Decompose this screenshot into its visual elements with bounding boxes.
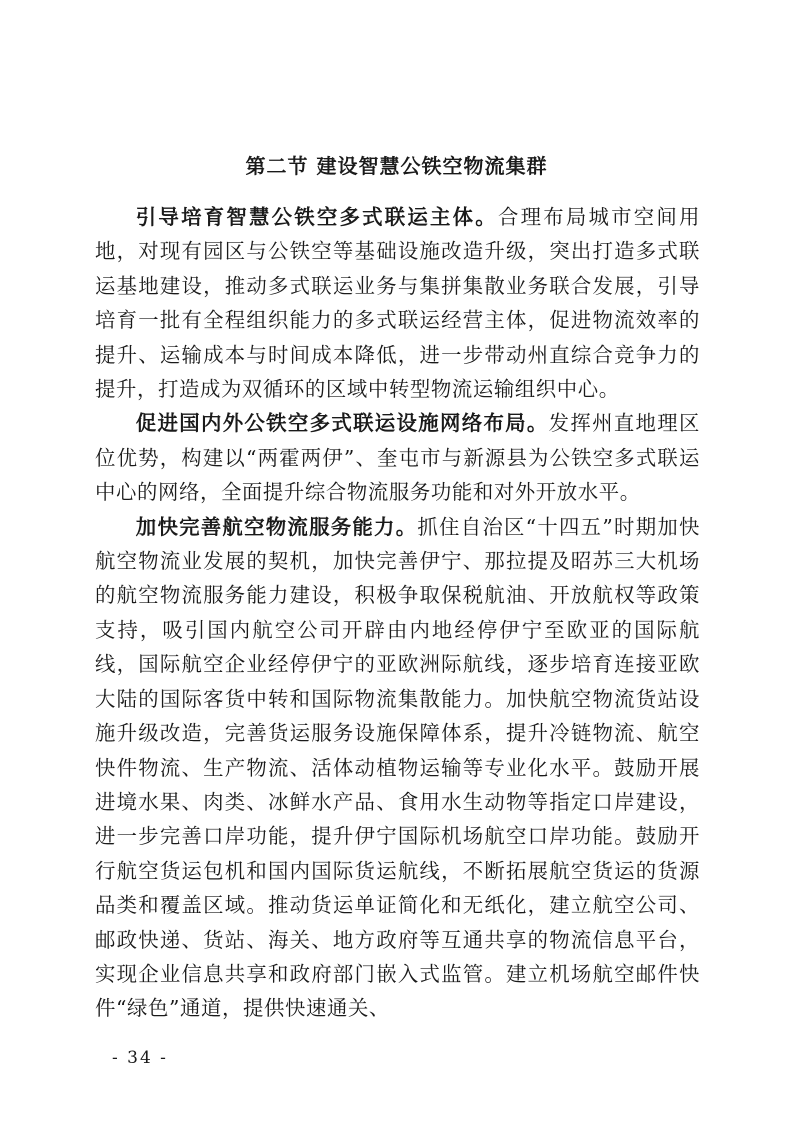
page-number: - 34 - bbox=[112, 1048, 168, 1068]
paragraph-1-text: 合理布局城市空间用地，对现有园区与公铁空等基础设施改造升级，突出打造多式联运基地建设，推动多式联运业务与集拼集散业务联合发展，引导培育一批有全程组织能力的多式联运经营主体，促进物流效率的提升、运输成本与时间成本降低，进一步带动州直综合竞争力的提升，打造成为双循环的区域中转型物流运输组织中心。 bbox=[95, 205, 700, 402]
paragraph-3-lead: 加快完善航空物流服务能力。 bbox=[135, 514, 418, 539]
paragraph-2-lead: 促进国内外公铁空多式联运设施网络布局。 bbox=[135, 411, 549, 436]
paragraph-2-text: 发挥州直地理区位优势，构建以“两霍两伊”、奎屯市与新源县为公铁空多式联运中心的网络，全面提升综合物流服务功能和对外开放水平。 bbox=[95, 411, 700, 505]
body-text bbox=[95, 200, 700, 1026]
section-title: 第二节 建设智慧公铁空物流集群 bbox=[245, 154, 548, 178]
paragraph-3 bbox=[95, 510, 700, 1026]
paragraph-2 bbox=[95, 406, 700, 509]
paragraph-1 bbox=[95, 200, 700, 406]
paragraph-3-text: 抓住自治区“十四五”时期加快航空物流业发展的契机，加快完善伊宁、那拉提及昭苏三大机场的航空物流服务能力建设，积极争取保税航油、开放航权等政策支持，吸引国内航空公司开辟由内地经停伊宁至欧亚的国际航线，国际航空企业经停伊宁的亚欧洲际航线，逐步培育连接亚欧大陆的国际客货中转和国际物流集散能力。加快航空物流货站设施升级改造，完善货运服务设施保障体系，提升冷链物流、航空快件物流、生产物流、活体动植物运输等专业化水平。鼓励开展进境水果、肉类、冰鲜水产品、食用水生动物等指定口岸建设，进一步完善口岸功能，提升伊宁国际机场航空口岸功能。鼓励开行航空货运包机和国内国际货运航线，不断拓展航空货运的货源品类和覆盖区域。推动货运单证简化和无纸化，建立航空公司、邮政快递、货站、海关、地方政府等互通共享的物流信息平台，实现企业信息共享和政府部门嵌入式监管。建立机场航空邮件快件“绿色”通道，提供快速通关、 bbox=[95, 514, 700, 1021]
paragraph-1-lead: 引导培育智慧公铁空多式联运主体。 bbox=[135, 205, 498, 229]
